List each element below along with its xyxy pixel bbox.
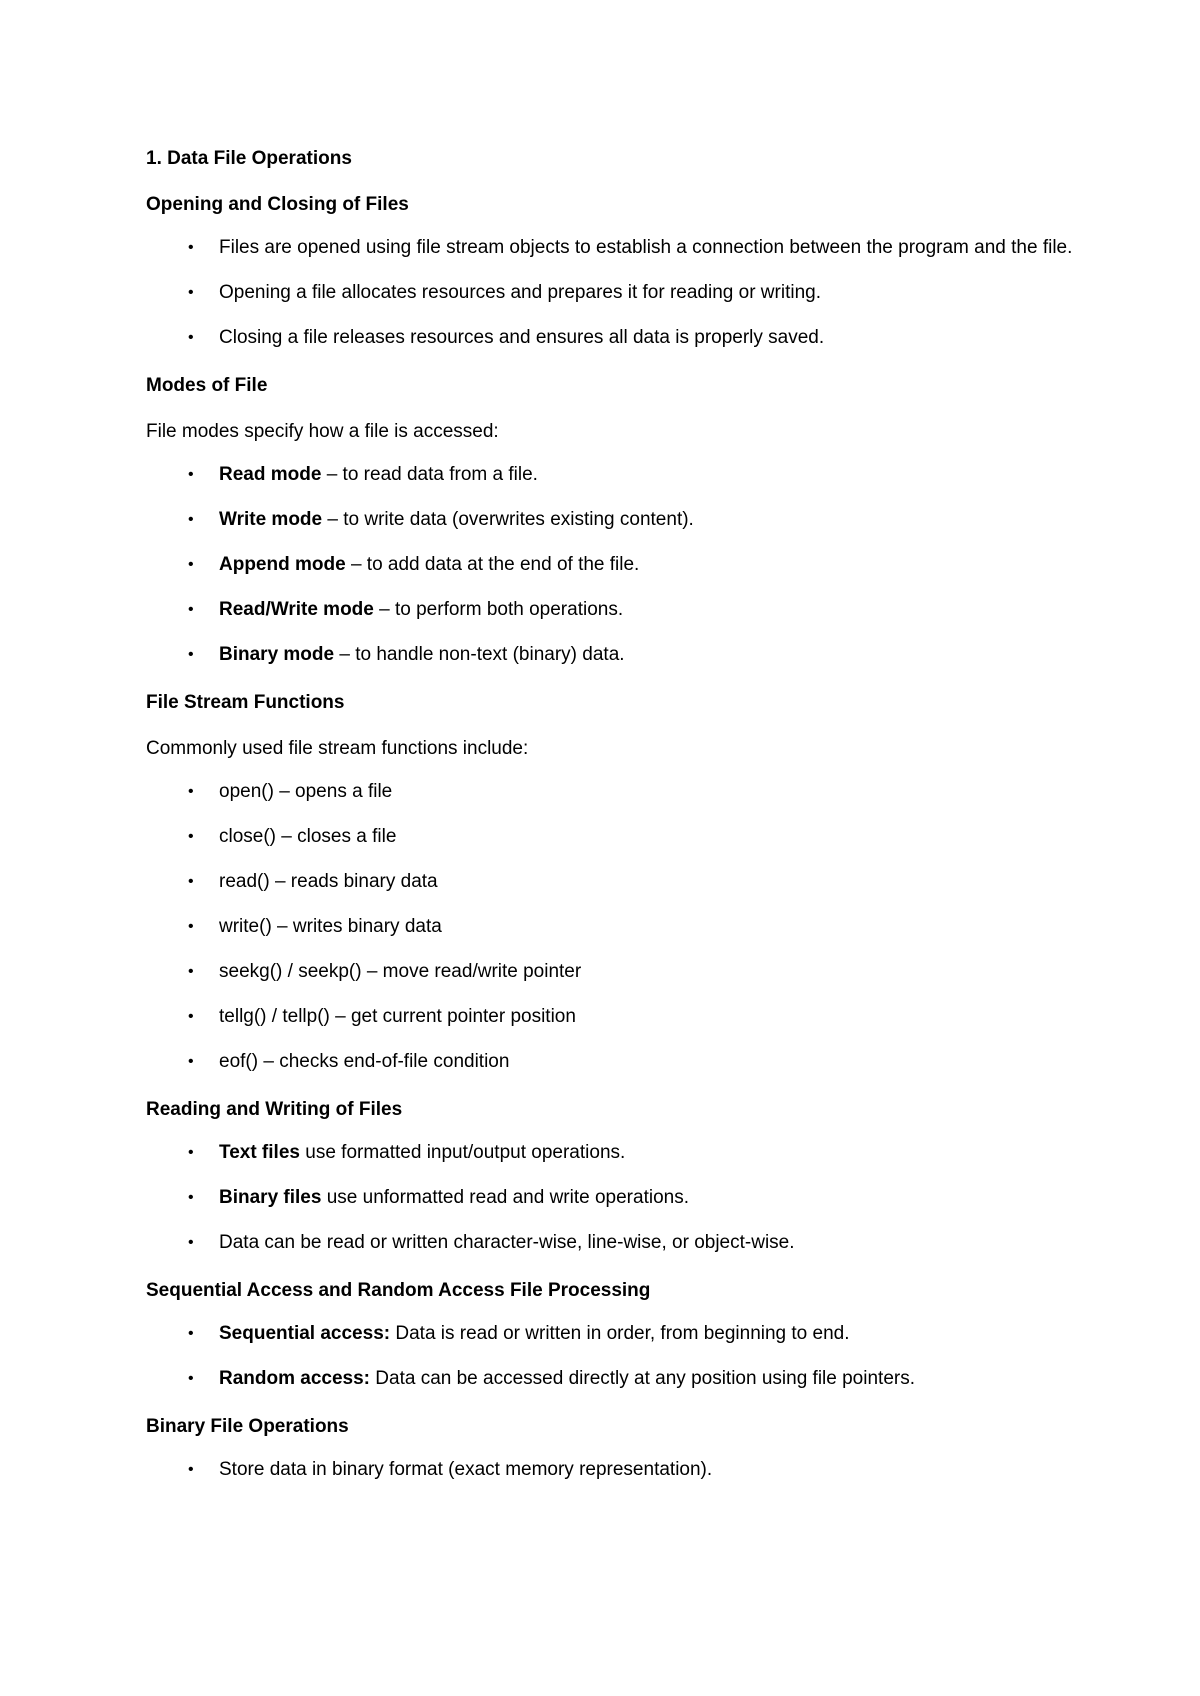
heading-binary-ops: Binary File Operations	[146, 1416, 349, 1437]
functions-intro: Commonly used file stream functions include:	[146, 738, 529, 759]
list-reading-writing	[146, 1138, 1100, 1257]
bullet-icon: •	[188, 918, 194, 935]
list-item: • Opening a file allocates resources and prepares it for reading or writing.	[146, 278, 1099, 307]
list-item: • Store data in binary format (exact memory representation).	[146, 1455, 1099, 1484]
list-item: • Binary files use unformatted read and write operations.	[146, 1183, 1099, 1212]
bullet-icon: •	[188, 239, 194, 256]
list-item: • Read/Write mode – to perform both operations.	[146, 595, 1099, 624]
bullet-icon: •	[188, 601, 194, 618]
list-item: • Data can be read or written character-wise, line-wise, or object-wise.	[146, 1228, 1099, 1257]
bullet-icon: •	[188, 284, 194, 301]
list-item: • close() – closes a file	[146, 822, 1099, 851]
bullet-icon: •	[188, 963, 194, 980]
list-item: • Binary mode – to handle non-text (binary) data.	[146, 640, 1099, 669]
bullet-icon: •	[188, 1325, 194, 1342]
heading-modes: Modes of File	[146, 375, 268, 396]
heading-functions: File Stream Functions	[146, 692, 345, 713]
bullet-icon: •	[188, 646, 194, 663]
list-opening-closing	[146, 233, 1100, 352]
document-title: 1. Data File Operations	[146, 148, 352, 169]
list-item: • Write mode – to write data (overwrites existing content).	[146, 505, 1099, 534]
bullet-icon: •	[188, 828, 194, 845]
bullet-icon: •	[188, 783, 194, 800]
bullet-icon: •	[188, 556, 194, 573]
list-item: • seekg() / seekp() – move read/write pointer	[146, 957, 1099, 986]
heading-access: Sequential Access and Random Access File Processing	[146, 1280, 651, 1301]
bullet-icon: •	[188, 873, 194, 890]
bullet-icon: •	[188, 1234, 194, 1251]
heading-opening-closing: Opening and Closing of Files	[146, 194, 409, 215]
list-item: • Closing a file releases resources and ensures all data is properly saved.	[146, 323, 1099, 352]
bullet-icon: •	[188, 1008, 194, 1025]
bullet-icon: •	[188, 1370, 194, 1387]
list-item: • Append mode – to add data at the end of the file.	[146, 550, 1099, 579]
bullet-icon: •	[188, 329, 194, 346]
list-item: • Read mode – to read data from a file.	[146, 460, 1099, 489]
modes-intro: File modes specify how a file is accessed:	[146, 421, 499, 442]
list-item: • read() – reads binary data	[146, 867, 1099, 896]
list-item: • Files are opened using file stream objects to establish a connection between the program and the file.	[146, 233, 1099, 262]
list-binary-ops	[146, 1455, 1100, 1484]
list-item: • open() – opens a file	[146, 777, 1099, 806]
heading-reading-writing: Reading and Writing of Files	[146, 1099, 403, 1120]
bullet-icon: •	[188, 466, 194, 483]
list-modes	[146, 460, 1100, 669]
list-access	[146, 1319, 1100, 1393]
list-functions	[146, 777, 1100, 1076]
bullet-icon: •	[188, 1053, 194, 1070]
bullet-icon: •	[188, 1461, 194, 1478]
list-item: • Random access: Data can be accessed directly at any position using file pointers.	[146, 1364, 1099, 1393]
list-item: • Text files use formatted input/output operations.	[146, 1138, 1099, 1167]
bullet-icon: •	[188, 511, 194, 528]
list-item: • write() – writes binary data	[146, 912, 1099, 941]
list-item: • eof() – checks end-of-file condition	[146, 1047, 1099, 1076]
bullet-icon: •	[188, 1144, 194, 1161]
list-item: • tellg() / tellp() – get current pointer position	[146, 1002, 1099, 1031]
list-item: • Sequential access: Data is read or written in order, from beginning to end.	[146, 1319, 1099, 1348]
bullet-icon: •	[188, 1189, 194, 1206]
